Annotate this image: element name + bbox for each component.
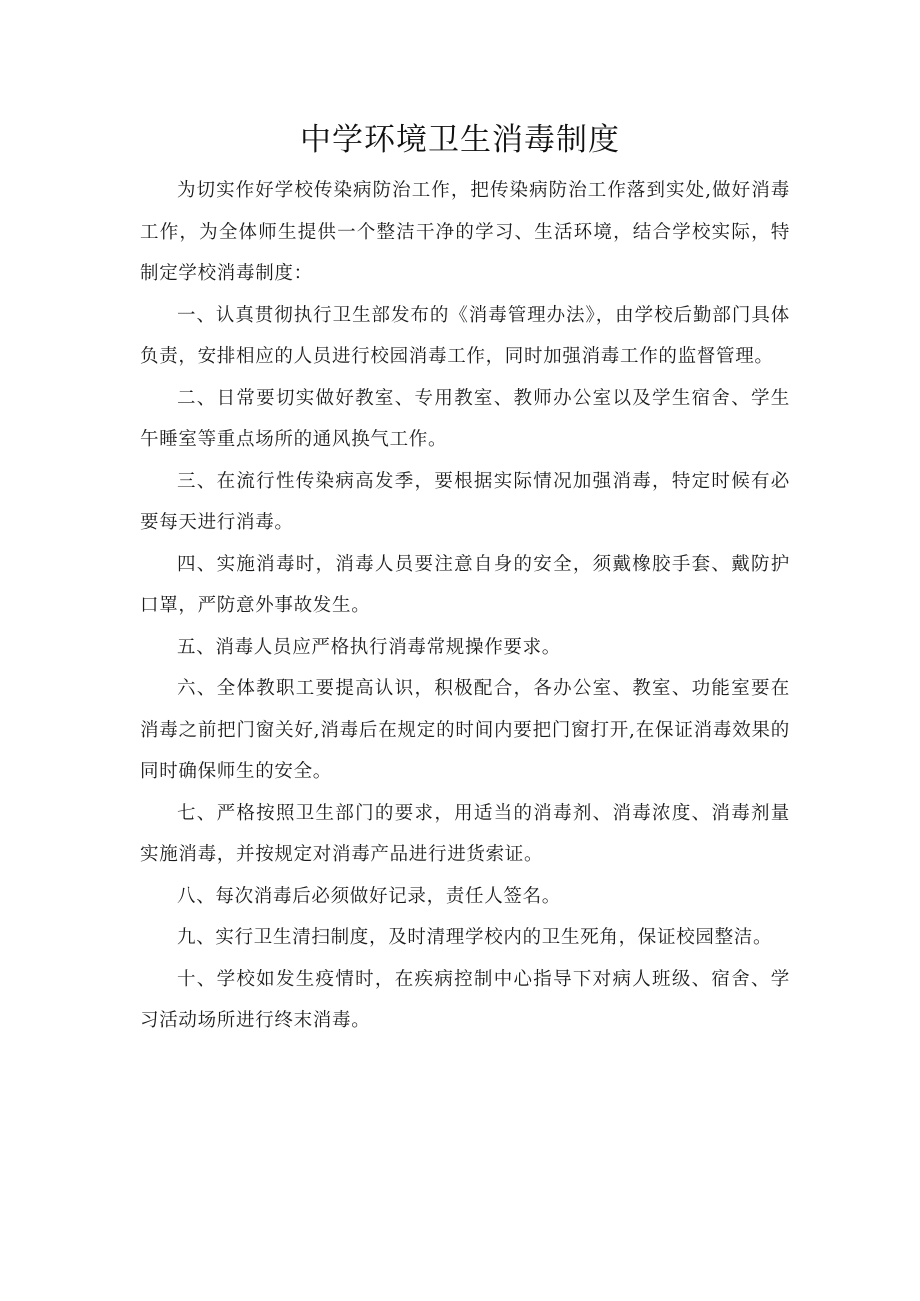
paragraph-item-9: 九、实行卫生清扫制度，及时清理学校内的卫生死角，保证校园整洁。 [177, 927, 773, 948]
paragraph-item-7: 七、严格按照卫生部门的要求，用适当的消毒剂、消毒浓度、消毒剂量实施消毒，并按规定对消毒产品进行进货索证。 [140, 802, 790, 865]
paragraph-item-6: 六、全体教职工要提高认识，积极配合，各办公室、教室、功能室要在消毒之前把门窗关好,消毒后在规定的时间内要把门窗打开,在保证消毒效果的同时确保师生的安全。 [140, 678, 790, 782]
document-body [140, 170, 790, 1042]
paragraph-item-8: 八、每次消毒后必须做好记录，责任人签名。 [177, 885, 562, 907]
paragraph-item-3: 三、在流行性传染病高发季，要根据实际情况加强消毒，特定时候有必要每天进行消毒。 [140, 470, 790, 533]
paragraph-item-4: 四、实施消毒时，消毒人员要注意自身的安全，须戴橡胶手套、戴防护口罩，严防意外事故发生。 [140, 553, 790, 616]
paragraph-item-1: 一、认真贯彻执行卫生部发布的《消毒管理办法》，由学校后勤部门具体负责，安排相应的人员进行校园消毒工作，同时加强消毒工作的监督管理。 [140, 304, 790, 367]
document-title: 中学环境卫生消毒制度 [300, 122, 620, 158]
paragraph-item-2: 二、日常要切实做好教室、专用教室、教师办公室以及学生宿舍、学生午睡室等重点场所的通风换气工作。 [140, 387, 790, 450]
paragraph-intro: 为切实作好学校传染病防治工作，把传染病防治工作落到实处,做好消毒工作，为全体师生提供一个整洁干净的学习、生活环境，结合学校实际，特制定学校消毒制度： [140, 180, 790, 284]
paragraph-item-10: 十、学校如发生疫情时，在疾病控制中心指导下对病人班级、宿舍、学习活动场所进行终末消毒。 [140, 968, 790, 1031]
paragraph-item-5: 五、消毒人员应严格执行消毒常规操作要求。 [177, 636, 562, 658]
